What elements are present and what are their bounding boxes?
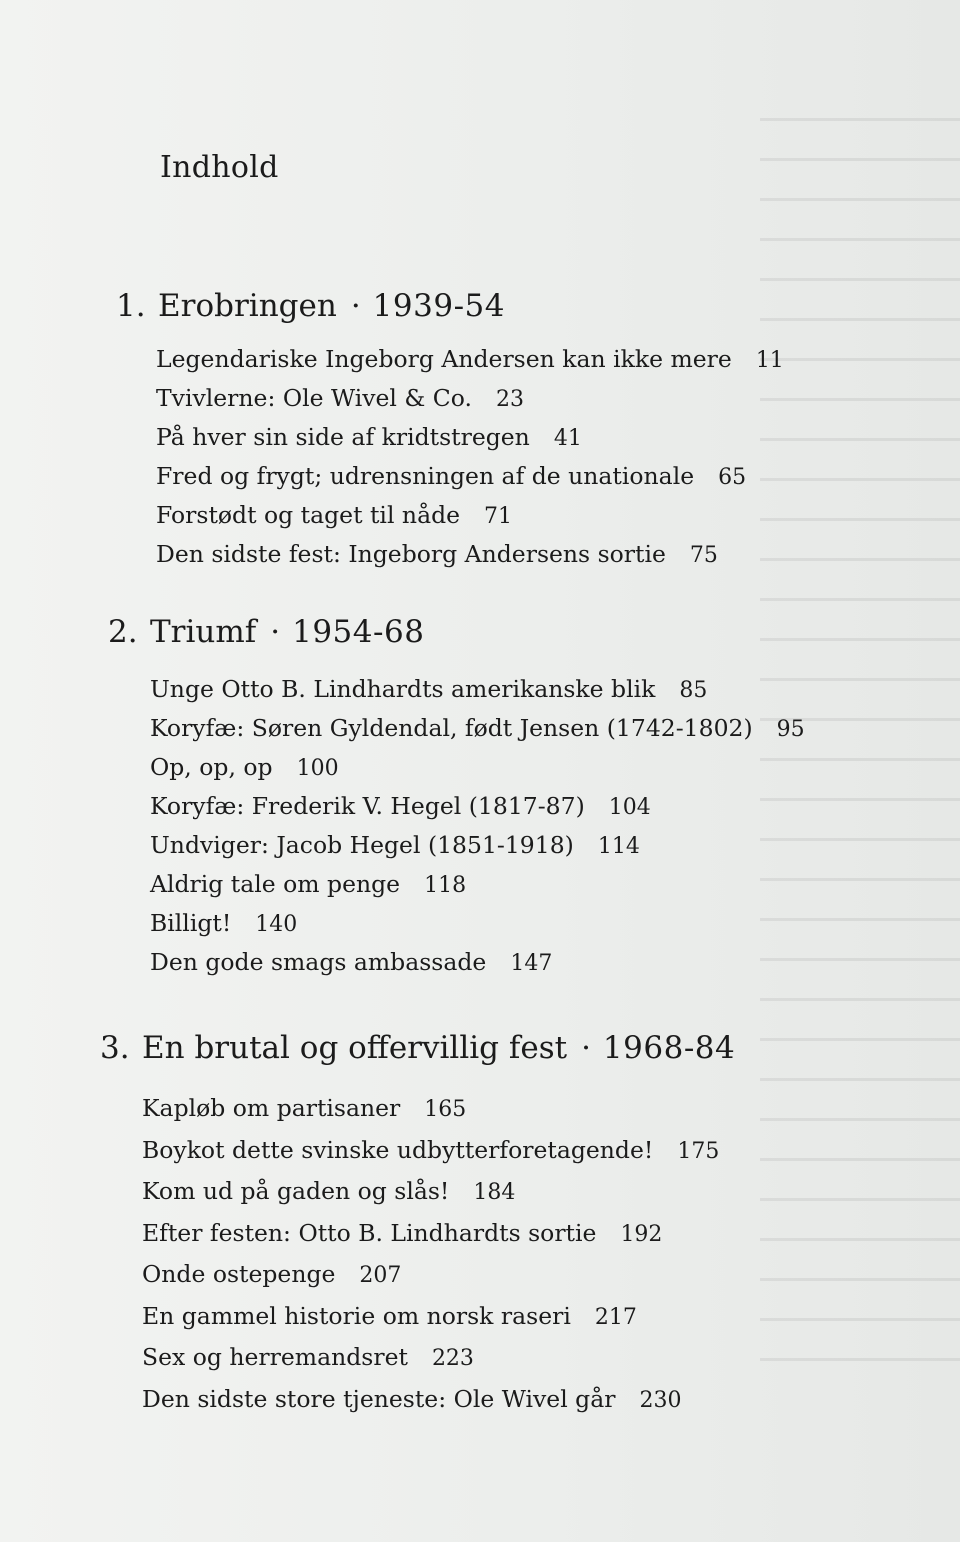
entry-title: Aldrig tale om penge: [150, 870, 401, 898]
section-number: 2.: [108, 614, 138, 650]
entry-page-number: 147: [510, 951, 553, 976]
toc-entry: [150, 787, 960, 826]
section-years: 1939-54: [372, 288, 505, 324]
entry-page-number: 217: [594, 1304, 637, 1330]
toc-entry: [142, 1254, 960, 1296]
entry-title: Tvivlerne: Ole Wivel & Co.: [156, 384, 472, 412]
toc-entry: [156, 379, 960, 418]
section-3: [0, 1030, 960, 1420]
entry-page-number: 118: [424, 873, 467, 898]
toc-entry: [142, 1213, 960, 1255]
section-1: [0, 288, 960, 574]
entry-title: Sex og herremandsret: [142, 1343, 408, 1371]
toc-entry: [156, 457, 960, 496]
entry-title: Den gode smags ambassade: [150, 948, 487, 976]
toc-entry: [142, 1171, 960, 1213]
section-separator: ·: [270, 614, 281, 650]
toc-entry: [150, 943, 960, 982]
section-name: Erobringen: [158, 288, 337, 324]
section-years: 1968-84: [602, 1030, 736, 1066]
entry-page-number: 175: [677, 1138, 720, 1164]
section-name: Triumf: [150, 614, 257, 650]
entry-page-number: 11: [755, 348, 784, 373]
entry-list: [0, 1088, 960, 1420]
toc-entry: [142, 1337, 960, 1379]
entry-title: Efter festen: Otto B. Lindhardts sortie: [142, 1218, 597, 1247]
entry-page-number: 100: [296, 756, 339, 781]
entry-title: Kom ud på gaden og slås!: [142, 1177, 450, 1205]
entry-title: Koryfæ: Frederik V. Hegel (1817-87): [150, 792, 585, 820]
entry-title: Legendariske Ingeborg Andersen kan ikke mere: [156, 345, 732, 373]
entry-title: Boykot dette svinske udbytterforetagende!: [142, 1135, 654, 1164]
entry-title: På hver sin side af kridtstregen: [156, 423, 530, 451]
entry-title: Den sidste store tjeneste: Ole Wivel går: [142, 1384, 616, 1413]
toc-entry: [156, 418, 960, 457]
toc-entry: [156, 496, 960, 535]
entry-page-number: 207: [359, 1263, 402, 1288]
entry-title: En gammel historie om norsk raseri: [142, 1301, 571, 1330]
entry-page-number: 71: [484, 504, 513, 529]
entry-title: Undviger: Jacob Hegel (1851-1918): [150, 831, 574, 859]
toc-entry: [142, 1296, 960, 1338]
toc-entry: [150, 865, 960, 904]
section-number: 1.: [116, 288, 146, 324]
entry-title: Unge Otto B. Lindhardts amerikanske blik: [150, 675, 656, 703]
section-name: En brutal og offervillig fest: [142, 1030, 568, 1066]
entry-title: Kapløb om partisaner: [142, 1094, 401, 1122]
entry-page-number: 75: [689, 543, 718, 568]
section-2: [0, 614, 960, 982]
section-title: [0, 288, 960, 324]
toc-entry: [142, 1088, 960, 1130]
page-title: Indhold: [160, 150, 279, 185]
toc-entry: [156, 340, 960, 379]
section-title: [0, 1030, 960, 1066]
entry-title: Op, op, op: [150, 753, 273, 781]
entry-page-number: 95: [776, 717, 805, 742]
entry-page-number: 65: [718, 465, 747, 490]
toc-entry: [150, 709, 960, 748]
entry-page-number: 85: [679, 678, 708, 703]
toc-entry: [142, 1379, 960, 1421]
entry-page-number: 114: [597, 834, 640, 859]
toc-entry: [156, 535, 960, 574]
toc-entry: [150, 670, 960, 709]
entry-title: Onde ostepenge: [142, 1260, 336, 1288]
section-separator: ·: [581, 1030, 591, 1066]
toc-entry: [150, 826, 960, 865]
entry-page-number: 165: [424, 1097, 467, 1122]
section-separator: ·: [350, 288, 361, 324]
entry-title: Koryfæ: Søren Gyldendal, født Jensen (1742-1802): [150, 714, 753, 742]
entry-page-number: 140: [255, 912, 298, 937]
entry-page-number: 104: [608, 795, 651, 820]
toc-entry: [142, 1130, 960, 1172]
entry-page-number: 230: [639, 1387, 682, 1413]
entry-list: [0, 670, 960, 982]
entry-page-number: 41: [553, 426, 582, 451]
section-number: 3.: [100, 1030, 130, 1066]
entry-title: Billigt!: [150, 909, 232, 937]
entry-list: [0, 340, 960, 574]
section-title: [0, 614, 960, 650]
entry-title: Fred og frygt; udrensningen af de unationale: [156, 462, 695, 490]
entry-page-number: 23: [496, 387, 524, 412]
entry-title: Den sidste fest: Ingeborg Andersens sortie: [156, 540, 666, 568]
toc-entry: [150, 748, 960, 787]
entry-title: Forstødt og taget til nåde: [156, 501, 461, 529]
entry-page-number: 184: [473, 1180, 516, 1205]
entry-page-number: 192: [620, 1221, 663, 1247]
section-years: 1954-68: [292, 614, 425, 650]
entry-page-number: 223: [431, 1346, 474, 1371]
toc-entry: [150, 904, 960, 943]
